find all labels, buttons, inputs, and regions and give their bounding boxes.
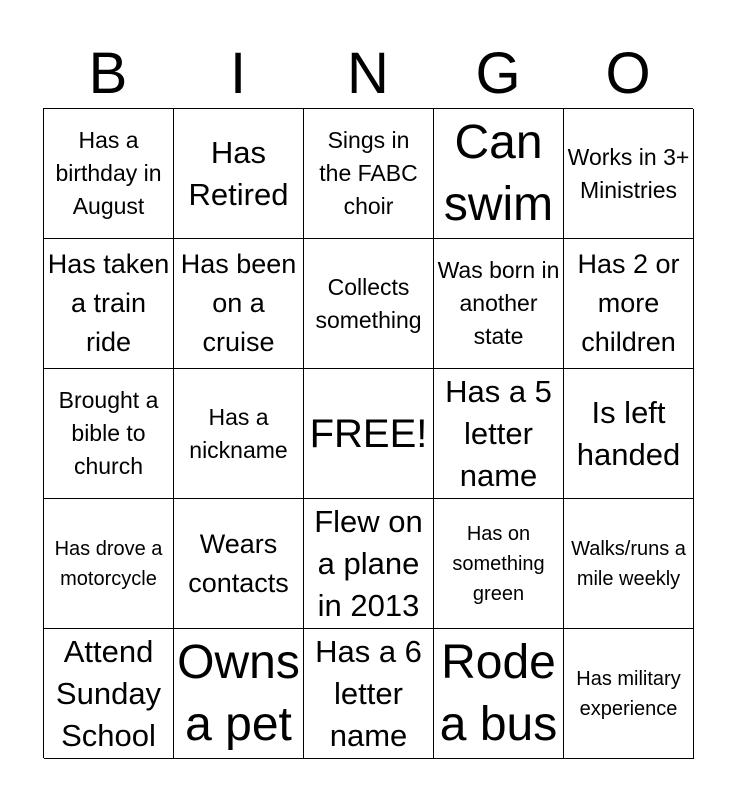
bingo-cell[interactable]: [434, 629, 564, 759]
header-letter-o: O: [605, 41, 651, 106]
bingo-cell[interactable]: [44, 239, 174, 369]
bingo-cell-text: Rode a bus: [439, 635, 558, 751]
header-letter-b: B: [88, 41, 128, 106]
bingo-cell-text: Collects something: [315, 273, 422, 333]
bingo-cell-text: Was born in another state: [437, 257, 560, 349]
bingo-cell-text: Walks/runs a mile weekly: [571, 537, 686, 590]
bingo-cell[interactable]: [304, 109, 434, 239]
bingo-cell-text: Brought a bible to church: [58, 387, 159, 479]
bingo-cell-text: Has a 5 letter name: [445, 373, 552, 493]
bingo-header: [43, 40, 693, 108]
bingo-cell-text: Has Retired: [188, 134, 289, 212]
bingo-cell-text: Has on something green: [452, 522, 545, 605]
bingo-cell[interactable]: [44, 369, 174, 499]
bingo-cell-text: Has a 6 letter name: [315, 633, 422, 753]
bingo-cell-text: Has been on a cruise: [180, 249, 297, 357]
bingo-cell[interactable]: [564, 629, 694, 759]
bingo-cell[interactable]: [434, 499, 564, 629]
header-letter-i: I: [229, 41, 247, 106]
bingo-cell[interactable]: [304, 629, 434, 759]
bingo-cell[interactable]: [564, 369, 694, 499]
bingo-cell[interactable]: [174, 109, 304, 239]
bingo-cell[interactable]: [564, 239, 694, 369]
header-letter-n: N: [347, 41, 389, 106]
bingo-cell[interactable]: [174, 499, 304, 629]
bingo-cell-text: FREE!: [309, 411, 428, 456]
bingo-cell-text: Has 2 or more children: [577, 249, 680, 357]
bingo-cell[interactable]: [174, 369, 304, 499]
bingo-cell[interactable]: [304, 369, 434, 499]
bingo-cell-text: Sings in the FABC choir: [319, 127, 418, 219]
bingo-cell[interactable]: [44, 109, 174, 239]
bingo-cell-text: Works in 3+ Ministries: [567, 143, 690, 203]
bingo-cell[interactable]: [564, 109, 694, 239]
bingo-cell-text: Wears contacts: [188, 528, 289, 598]
bingo-grid: [43, 108, 693, 758]
bingo-cell-text: Has military experience: [576, 667, 681, 720]
bingo-cell-text: Owns a pet: [177, 635, 300, 751]
bingo-cell-text: Has drove a motorcycle: [54, 537, 163, 590]
bingo-cell[interactable]: [304, 499, 434, 629]
bingo-cell[interactable]: [564, 499, 694, 629]
bingo-cell[interactable]: [304, 239, 434, 369]
bingo-cell[interactable]: [44, 499, 174, 629]
bingo-cell[interactable]: [174, 239, 304, 369]
bingo-cell-text: Has a nickname: [189, 403, 288, 463]
bingo-cell-text: Has a birthday in August: [55, 127, 162, 219]
bingo-cell[interactable]: [434, 369, 564, 499]
bingo-cell[interactable]: [174, 629, 304, 759]
bingo-cell[interactable]: [434, 109, 564, 239]
bingo-cell-text: Flew on a plane in 2013: [314, 503, 423, 623]
bingo-cell[interactable]: [434, 239, 564, 369]
bingo-cell-text: Has taken a train ride: [47, 249, 170, 357]
bingo-cell-text: Attend Sunday School: [55, 633, 162, 753]
header-letter-g: G: [475, 41, 521, 106]
bingo-cell-text: Can swim: [443, 115, 554, 231]
bingo-cell[interactable]: [44, 629, 174, 759]
bingo-cell-text: Is left handed: [576, 394, 681, 472]
